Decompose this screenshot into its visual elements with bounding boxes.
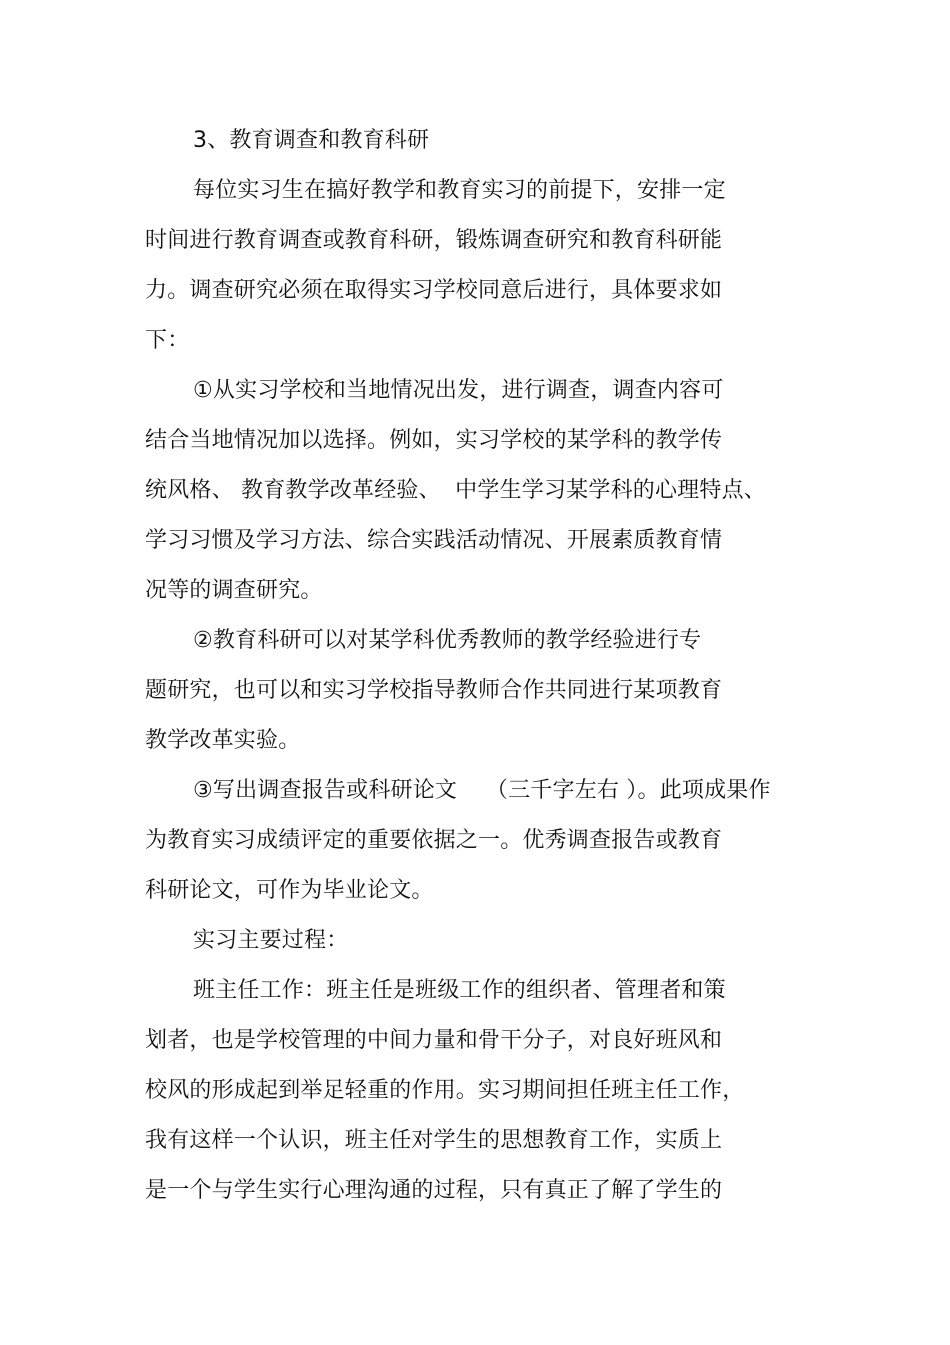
paragraph-line: 每位实习生在搞好教学和教育实习的前提下，安排一定: [193, 178, 726, 203]
paragraph-line: 我有这样一个认识，班主任对学生的思想教育工作，实质上: [145, 1128, 723, 1153]
paragraph-line: ②教育科研可以对某学科优秀教师的教学经验进行专: [193, 628, 702, 653]
paragraph-line: 题研究，也可以和实习学校指导教师合作共同进行某项教育: [145, 678, 723, 703]
section-heading: 3、教育调查和教育科研: [193, 128, 430, 153]
subheading: 实习主要过程：: [193, 928, 349, 953]
paragraph-line: 划者，也是学校管理的中间力量和骨干分子，对良好班风和: [145, 1028, 723, 1053]
paragraph-line: 时间进行教育调查或教育科研，锻炼调查研究和教育科研能: [145, 228, 723, 253]
paragraph-line: 学习习惯及学习方法、综合实践活动情况、开展素质教育情: [145, 528, 723, 553]
paragraph-line: 力。调查研究必须在取得实习学校同意后进行，具体要求如: [145, 278, 723, 303]
paragraph-line: 下：: [145, 328, 190, 353]
paragraph-line: ③写出调查报告或科研论文 （三千字左右 ）。此项成果作: [193, 778, 771, 803]
paragraph-line: ①从实习学校和当地情况出发，进行调查，调查内容可: [193, 378, 724, 403]
paragraph-line: 结合当地情况加以选择。例如，实习学校的某学科的教学传: [145, 428, 723, 453]
paragraph-line: 况等的调查研究。: [145, 578, 323, 603]
paragraph-line: 教学改革实验。: [145, 728, 301, 753]
paragraph-line: 校风的形成起到举足轻重的作用。实习期间担任班主任工作，: [145, 1078, 745, 1103]
paragraph-line: 为教育实习成绩评定的重要依据之一。优秀调查报告或教育: [145, 828, 723, 853]
paragraph-line: 是一个与学生实行心理沟通的过程，只有真正了解了学生的: [145, 1178, 723, 1203]
paragraph-line: 统风格、 教育教学改革经验、 中学生学习某学科的心理特点、: [145, 478, 766, 503]
paragraph-line: 科研论文，可作为毕业论文。: [145, 878, 434, 903]
paragraph-line: 班主任工作：班主任是班级工作的组织者、管理者和策: [193, 978, 726, 1003]
